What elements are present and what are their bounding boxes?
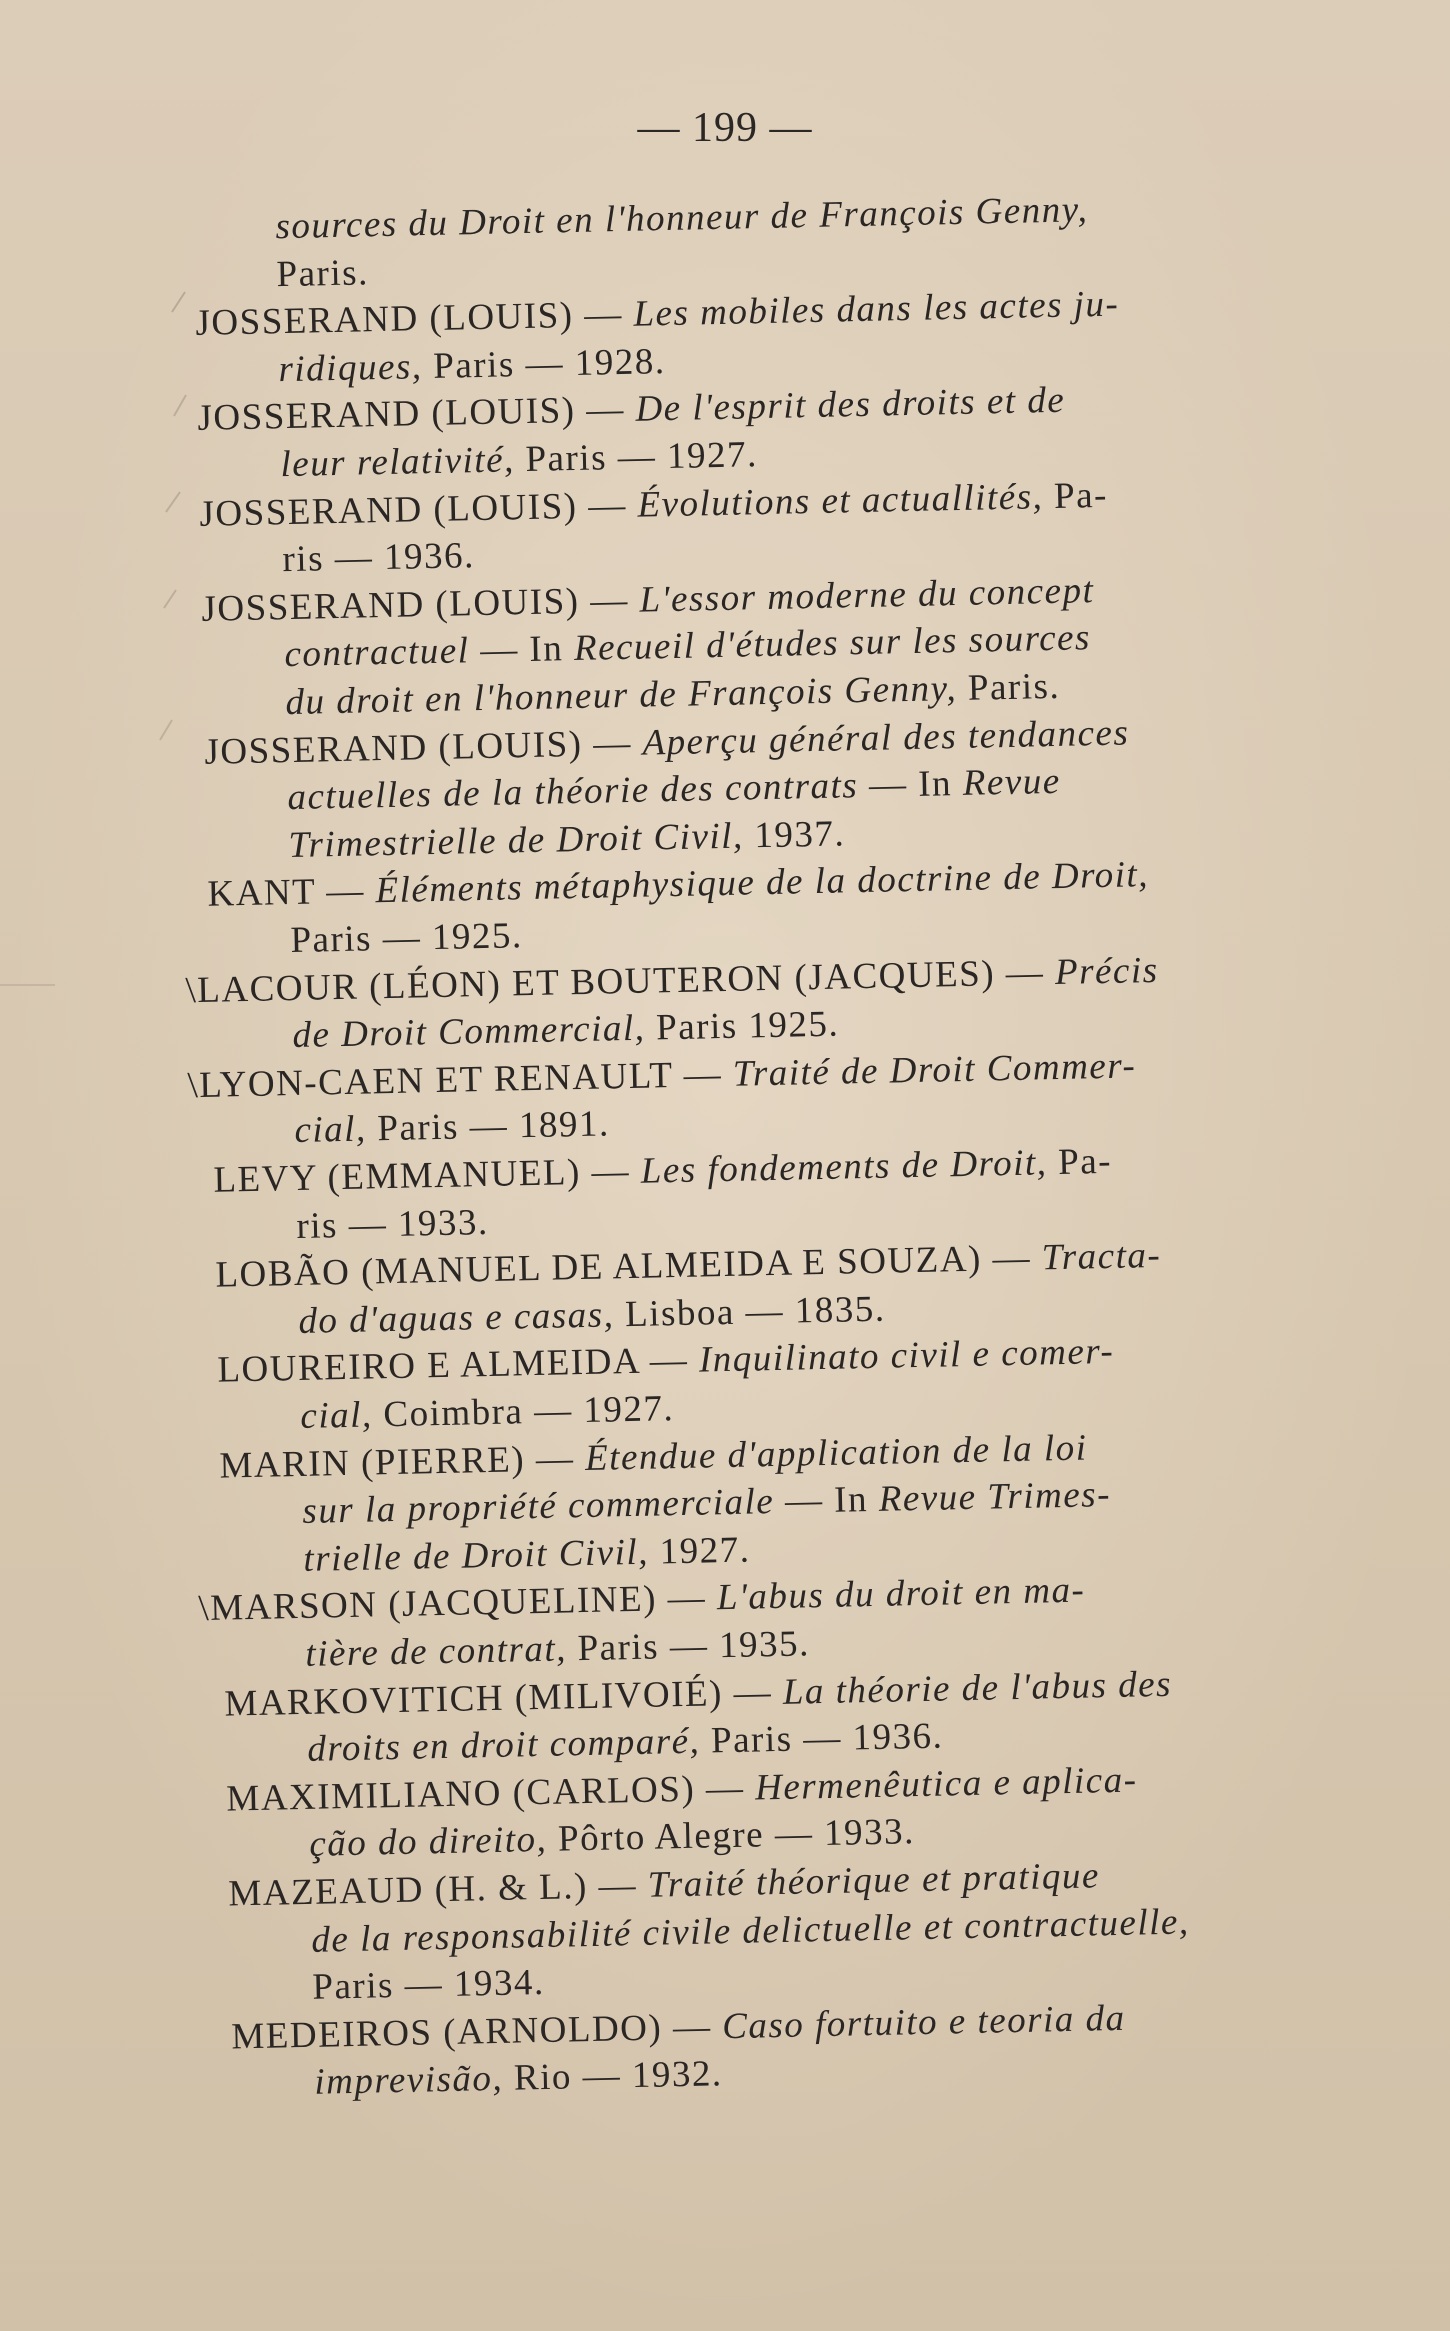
roman-text: Paris — 1925. [290,915,524,962]
roman-text: JOSSERAND (LOUIS) — [201,579,640,630]
italic-title: Précis [1054,949,1159,993]
italic-title: leur relativité, [280,439,516,486]
italic-title: Traité théorique et pratique [647,1855,1101,1906]
italic-title: La théorie de l'abus des [782,1663,1173,1713]
roman-text: Paris — 1927. [514,434,759,481]
page-number: — 199 — [637,105,813,151]
roman-text: — In [857,763,964,807]
entry-continuation-line [290,914,523,963]
italic-title: Revue Trimes- [878,1474,1112,1521]
roman-text: LOBÃO (MANUEL DE ALMEIDA E SOUZA) — [215,1237,1043,1296]
entry-continuation-line [275,188,1089,249]
entry-continuation-line [296,1201,489,1249]
italic-title: de Droit Commercial, [292,1007,646,1057]
italic-title: L'abus du droit en ma- [716,1569,1086,1619]
italic-title: ção do direito, [308,1819,548,1866]
entry-continuation-line [309,1811,915,1868]
roman-text: Rio — 1932. [502,2053,724,2100]
italic-title: du droit en l'honneur de François Genny, [285,668,958,724]
roman-text: Paris. [956,665,1061,710]
roman-text: LOUREIRO E ALMEIDA — [217,1339,700,1392]
italic-title: Traité de Droit Commer- [732,1045,1137,1095]
italic-title: Caso fortuito e teoria da [721,1997,1126,2048]
roman-text: ris — 1933. [296,1201,490,1247]
italic-title: cial, [294,1108,368,1152]
italic-title: Inquilinato civil e comer- [698,1331,1115,1381]
roman-text: — In [773,1479,880,1523]
italic-title: de la responsabilité civile delictuelle et contractuelle, [310,1901,1191,1961]
italic-title: Les fondements de Droit, [640,1142,1048,1192]
roman-text: Paris. [276,251,370,295]
roman-text: 1927. [648,1529,751,1573]
roman-text: Pa- [1046,1140,1113,1184]
entry-continuation-line [276,251,369,297]
roman-text: Paris 1925. [644,1003,840,1049]
roman-text: Paris — 1935. [566,1623,811,1670]
italic-title: sur la propriété commerciale [302,1481,775,1533]
italic-title: Recueil d'études sur les sources [573,617,1092,670]
roman-text: \MARSON (JACQUELINE) — [198,1577,718,1630]
italic-title: Hermenêutica e aplica- [754,1759,1138,1809]
roman-text: MEDEIROS (ARNOLDO) — [230,2006,723,2058]
roman-text: Pôrto Alegre — 1933. [546,1811,916,1861]
roman-text: KANT — [207,870,376,916]
roman-text: \LYON-CAEN ET RENAULT — [187,1053,734,1107]
entry-continuation-line [300,1387,675,1439]
entry-continuation-line [314,2053,723,2106]
italic-title: sources du Droit en l'honneur de François Genny, [275,189,1089,248]
italic-title: De l'esprit des droits et de [635,380,1066,431]
italic-title: L'essor moderne du concept [639,569,1095,621]
entry-continuation-line [294,1103,610,1154]
entry-continuation-line [312,1961,545,2010]
roman-text: JOSSERAND (LOUIS) — [204,722,643,773]
italic-title: Étendue d'application de la loi [584,1427,1088,1479]
italic-title: Aperçu général des tendances [642,712,1130,764]
italic-title: contractuel [284,630,470,676]
entry-continuation-line [298,1287,886,1343]
italic-title: trielle de Droit Civil, [303,1531,650,1580]
italic-title: do d'aguas e casas, [298,1294,615,1342]
italic-title: droits en droit comparé, [306,1720,701,1771]
entry-continuation-line [305,1622,810,1677]
italic-title: imprevisão, [313,2058,504,2104]
entry-continuation-line [292,1003,840,1058]
roman-text: JOSSERAND (LOUIS) — [197,389,636,440]
roman-text: 1937. [743,813,846,857]
roman-text: MAZEAUD (H. & L.) — [227,1864,649,1915]
roman-text: Pa- [1042,474,1109,517]
entry-continuation-line [288,812,846,868]
roman-text: Paris — 1891. [366,1103,611,1150]
italic-title: Évolutions et actuallités, [637,475,1044,526]
italic-title: Les mobiles dans les actes ju- [633,283,1120,335]
roman-text: — In [469,628,575,672]
roman-text: Paris — 1928. [422,340,666,387]
roman-text: JOSSERAND (LOUIS) — [195,293,634,345]
italic-title: Trimestrielle de Droit Civil, [288,815,745,866]
roman-text: LEVY (EMMANUEL) — [213,1150,642,1201]
roman-text: Paris — 1934. [311,1962,546,2008]
italic-title: Tracta- [1041,1235,1162,1279]
entry-continuation-line [278,340,666,392]
roman-text: Lisboa — 1835. [613,1288,886,1336]
italic-title: cial, [300,1394,374,1437]
entry-continuation-line [282,534,475,582]
italic-title: Éléments métaphysique de la doctrine de Droit, [375,854,1150,912]
roman-text: ris — 1936. [282,535,476,581]
roman-text: MAXIMILIANO (CARLOS) — [226,1767,756,1820]
italic-title: Revue [962,761,1062,805]
roman-text: \LACOUR (LÉON) ET BOUTERON (JACQUES) — [185,951,1056,1011]
roman-text: Paris — 1936. [699,1715,944,1762]
italic-title: tière de contrat, [304,1628,568,1675]
italic-title: actuelles de la théorie des contrats [287,765,859,819]
roman-text: Coimbra — 1927. [372,1388,675,1436]
roman-text: MARIN (PIERRE) — [219,1437,586,1487]
entry-continuation-line [280,433,758,487]
roman-text: MARKOVITICH (MILIVOIÉ) — [224,1671,784,1725]
roman-text: JOSSERAND (LOUIS) — [199,484,638,535]
italic-title: ridiques, [278,345,423,390]
entry-continuation-line [303,1528,751,1581]
